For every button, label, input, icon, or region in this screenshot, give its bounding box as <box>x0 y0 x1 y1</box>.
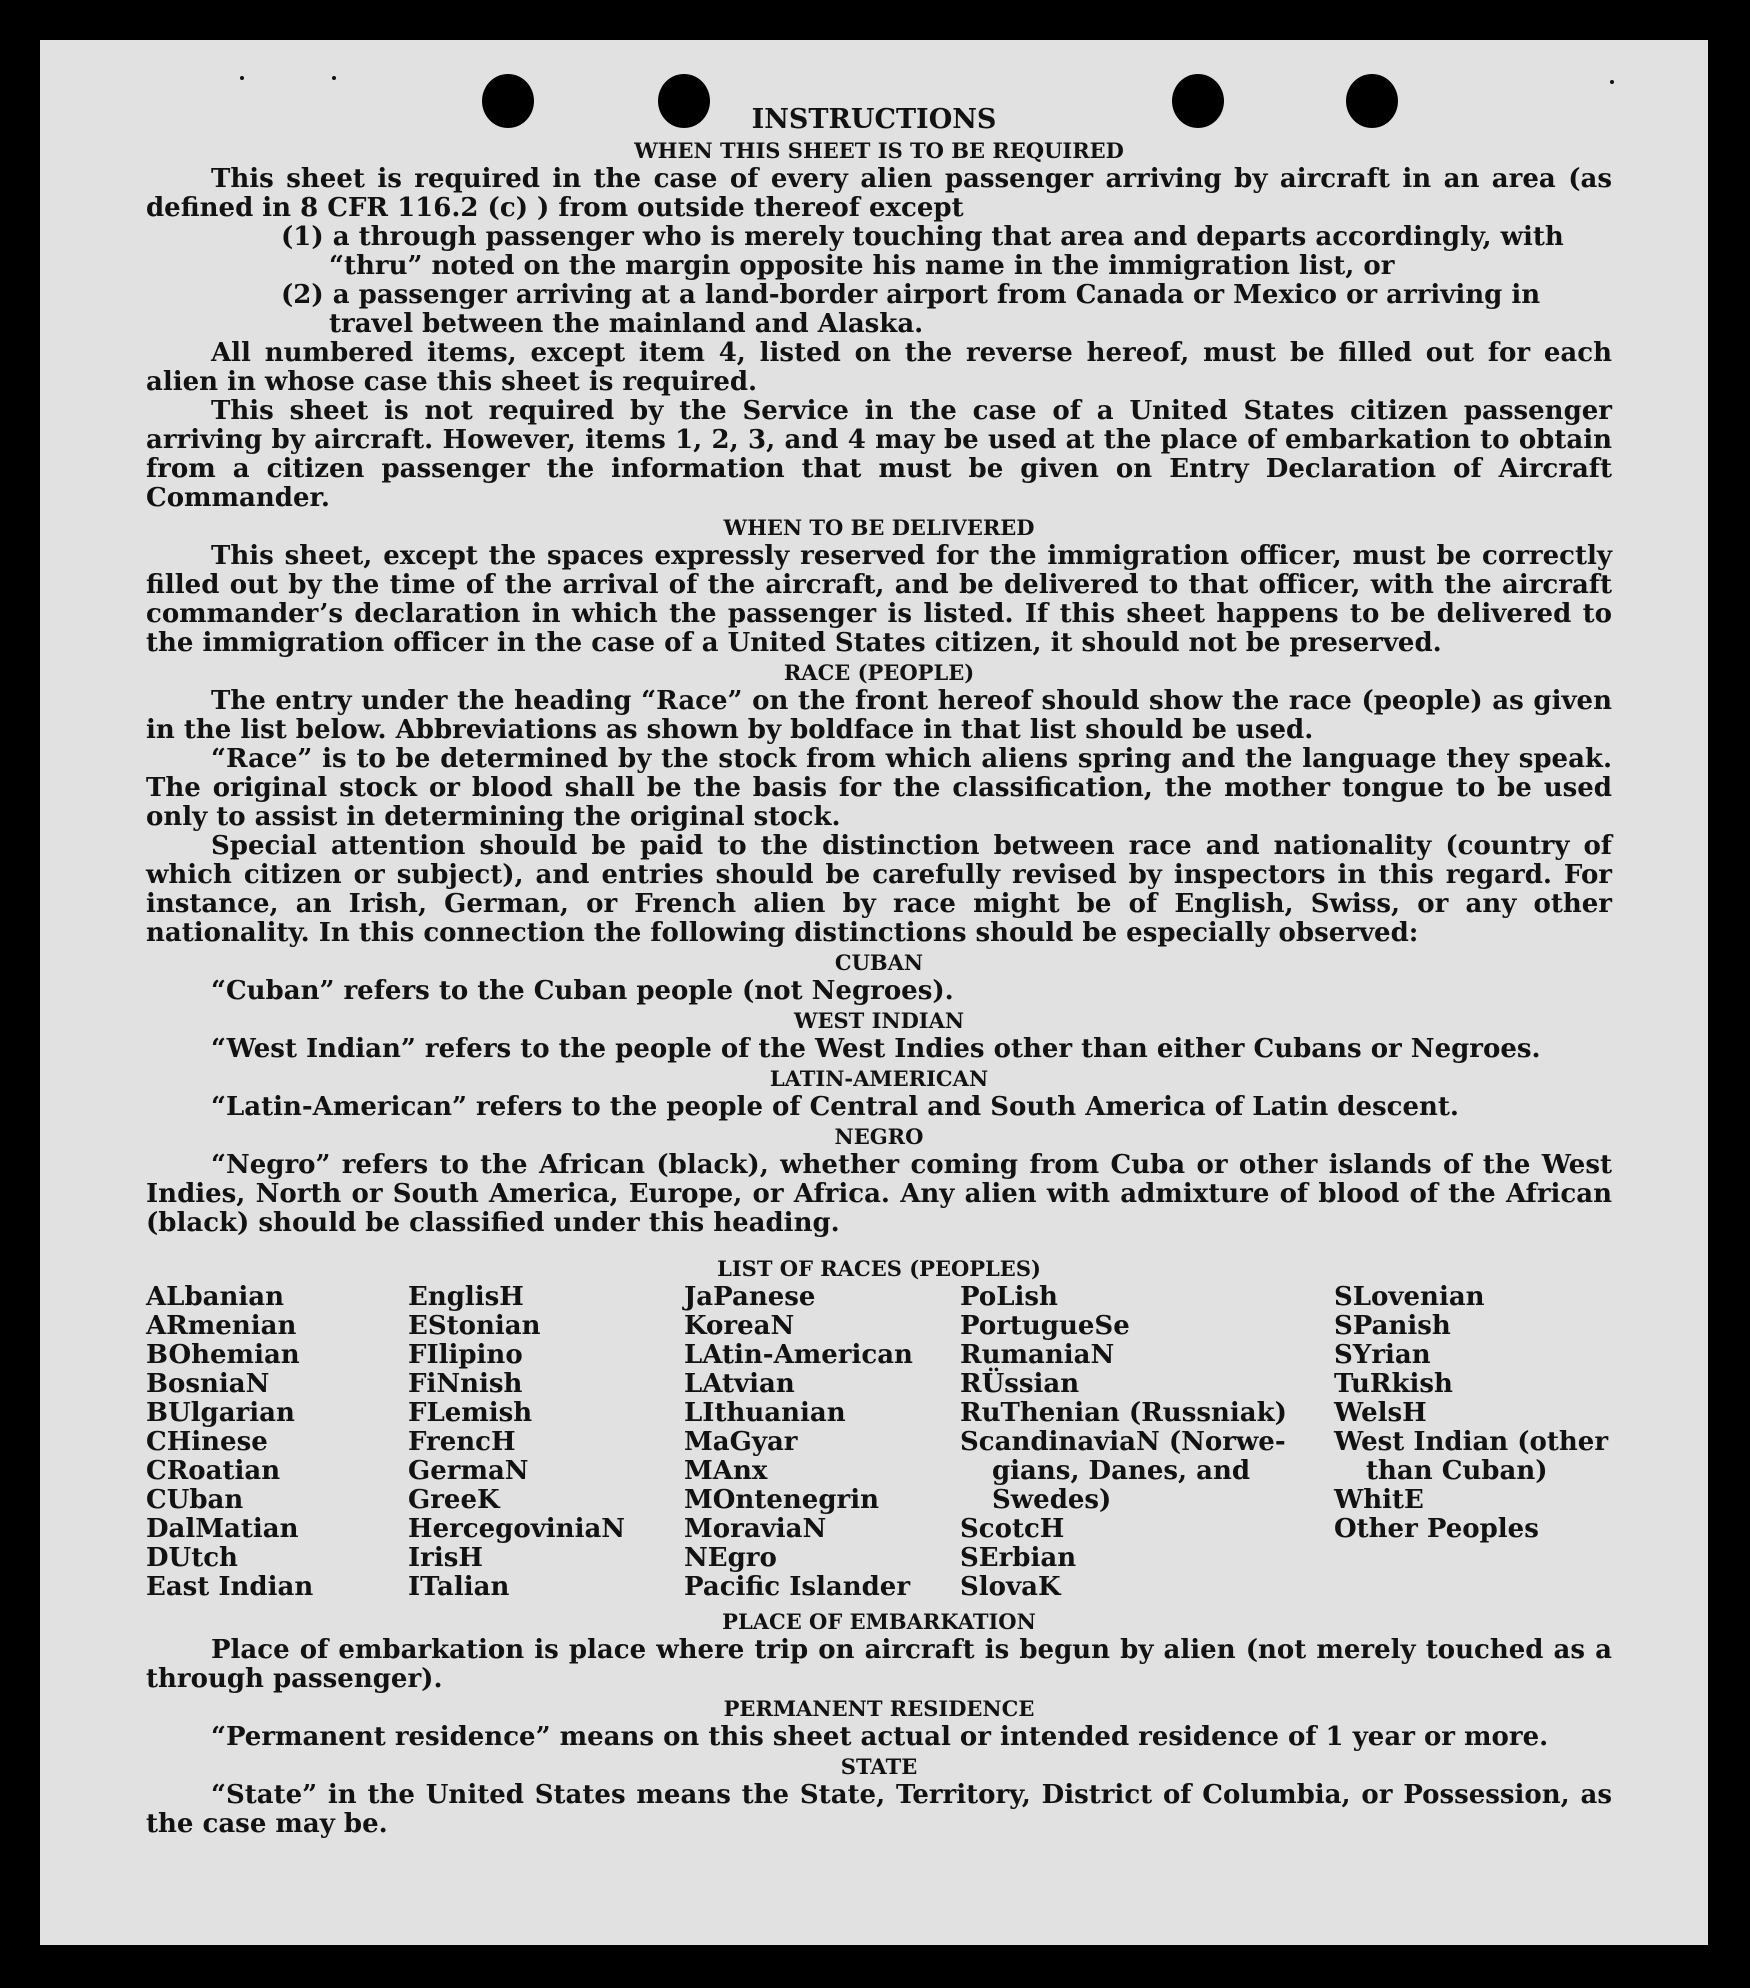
section-heading: LATIN-AMERICAN <box>769 1066 989 1091</box>
race-entry: PoLish <box>960 1282 1058 1312</box>
race-entry: FLemish <box>408 1398 533 1428</box>
race-entry: LIthuanian <box>684 1398 846 1428</box>
race-entry: MAnx <box>684 1456 768 1486</box>
race-entry: LAtvian <box>684 1369 795 1399</box>
section-heading: RACE (PEOPLE) <box>783 660 975 685</box>
paragraph: “Negro” refers to the African (black), whether coming from Cuba or other islands of the West Indies, North or South America, Europe, or Africa. Any alien with admixture of blood of the African (black) should be classified under this heading. <box>146 1150 1612 1238</box>
race-entry: WhitE <box>1334 1485 1424 1515</box>
race-entry: TuRkish <box>1334 1369 1453 1399</box>
race-entry: RuThenian (Russniak) <box>960 1398 1287 1428</box>
race-entry: EStonian <box>408 1311 541 1341</box>
race-entry: Pacific Islander <box>684 1572 911 1602</box>
race-entry: LAtin-American <box>684 1340 913 1370</box>
section-heading: PLACE OF EMBARKATION <box>722 1609 1036 1634</box>
race-entry: NEgro <box>684 1543 777 1573</box>
race-entry: MOntenegrin <box>684 1485 879 1515</box>
section-heading: STATE <box>840 1754 918 1779</box>
paragraph: “West Indian” refers to the people of the West Indies other than either Cubans or Negroes. <box>211 1034 1541 1064</box>
race-column <box>684 1283 913 1602</box>
race-entry: BUlgarian <box>146 1398 295 1428</box>
section-heading: PERMANENT RESIDENCE <box>723 1696 1035 1721</box>
race-entry: IrisH <box>408 1543 483 1573</box>
paragraph: The entry under the heading “Race” on the front hereof should show the race (people) as given in the list below. Abbreviations as shown by boldface in that list should be used. <box>146 686 1612 745</box>
race-column <box>408 1283 625 1602</box>
race-entry: ScotcH <box>960 1514 1065 1544</box>
paragraph: “Permanent residence” means on this sheet actual or intended residence of 1 year or more. <box>211 1722 1549 1752</box>
race-entry: RÜssian <box>960 1369 1080 1399</box>
race-entry: PortugueSe <box>960 1311 1130 1341</box>
race-entry: ARmenian <box>146 1311 297 1341</box>
race-entry: DalMatian <box>146 1514 299 1544</box>
race-entry: DUtch <box>146 1543 238 1573</box>
race-entry: JaPanese <box>684 1282 816 1312</box>
section-heading: WHEN TO BE DELIVERED <box>723 515 1035 540</box>
race-entry: SLovenian <box>1334 1282 1485 1312</box>
race-column <box>1334 1283 1608 1544</box>
race-entry: SErbian <box>960 1543 1077 1573</box>
race-entry: SYrian <box>1334 1340 1431 1370</box>
speck <box>1610 80 1614 84</box>
exception-item: (2) a passenger arriving at a land-border airport from Canada or Mexico or arriving in travel between the mainland and Alaska. <box>281 280 1541 339</box>
race-entry: SPanish <box>1334 1311 1451 1341</box>
paragraph: Special attention should be paid to the distinction between race and nationality (country of which citizen or subject), and entries should be carefully revised by inspectors in this regard. For instance, an Irish, German, or French alien by race might be of English, Swiss, or any other nationality. In this connection the following distinctions should be especially observed: <box>146 831 1612 948</box>
race-entry: FIlipino <box>408 1340 523 1370</box>
race-entry: Swedes) <box>992 1485 1112 1515</box>
race-entry: MoraviaN <box>684 1514 827 1544</box>
race-entry: ScandinaviaN (Norwe- <box>960 1427 1286 1457</box>
speck <box>332 76 336 80</box>
race-entry: BosniaN <box>146 1369 270 1399</box>
speck <box>240 76 244 80</box>
race-entry: HercegoviniaN <box>408 1514 626 1544</box>
race-entry: EnglisH <box>408 1282 524 1312</box>
section-heading: LIST OF RACES (PEOPLES) <box>717 1256 1041 1281</box>
race-entry: RumaniaN <box>960 1340 1115 1370</box>
race-list <box>146 1283 1612 1607</box>
race-entry: WelsH <box>1334 1398 1427 1428</box>
instructions-body <box>146 104 1612 1839</box>
paragraph: This sheet is required in the case of every alien passenger arriving by aircraft in an area (as defined in 8 CFR 116.2 (c) ) from outside thereof except <box>146 164 1612 223</box>
race-entry: KoreaN <box>684 1311 795 1341</box>
race-column <box>146 1283 313 1602</box>
race-entry: FrencH <box>408 1427 516 1457</box>
race-entry: Other Peoples <box>1334 1514 1539 1544</box>
page-title: INSTRUCTIONS <box>751 104 997 135</box>
race-entry: MaGyar <box>684 1427 798 1457</box>
race-entry: SlovaK <box>960 1572 1061 1602</box>
race-entry: than Cuban) <box>1366 1456 1548 1486</box>
paragraph: “Latin-American” refers to the people of Central and South America of Latin descent. <box>211 1092 1459 1122</box>
race-entry: CRoatian <box>146 1456 281 1486</box>
race-entry: GreeK <box>408 1485 500 1515</box>
section-heading: WEST INDIAN <box>793 1008 965 1033</box>
section-heading: WHEN THIS SHEET IS TO BE REQUIRED <box>634 138 1124 163</box>
race-entry: ITalian <box>408 1572 510 1602</box>
paragraph: “State” in the United States means the State, Territory, District of Columbia, or Possession, as the case may be. <box>146 1780 1612 1839</box>
race-entry: East Indian <box>146 1572 314 1602</box>
race-entry: CUban <box>146 1485 244 1515</box>
exception-item: (1) a through passenger who is merely touching that area and departs accordingly, with “thru” noted on the margin opposite his name in the immigration list, or <box>281 222 1564 281</box>
section-heading: CUBAN <box>834 950 924 975</box>
paragraph: “Cuban” refers to the Cuban people (not Negroes). <box>211 976 954 1006</box>
race-entry: gians, Danes, and <box>992 1456 1251 1486</box>
race-entry: FiNnish <box>408 1369 523 1399</box>
race-entry: BOhemian <box>146 1340 300 1370</box>
paragraph: “Race” is to be determined by the stock from which aliens spring and the language they speak. The original stock or blood shall be the basis for the classification, the mother tongue to be used only to assist in determining the original stock. <box>146 744 1612 832</box>
race-entry: ALbanian <box>146 1282 285 1312</box>
paragraph: This sheet, except the spaces expressly reserved for the immigration officer, must be correctly filled out by the time of the arrival of the aircraft, and be delivered to that officer, with the aircraft commander’s declaration in which the passenger is listed. If this sheet happens to be delivered to the immigration officer in the case of a United States citizen, it should not be preserved. <box>146 541 1612 658</box>
section-heading: NEGRO <box>834 1124 924 1149</box>
race-entry: West Indian (other <box>1334 1427 1609 1457</box>
paragraph: All numbered items, except item 4, listed on the reverse hereof, must be filled out for each alien in whose case this sheet is required. <box>146 338 1612 397</box>
race-entry: GermaN <box>408 1456 529 1486</box>
race-entry: CHinese <box>146 1427 268 1457</box>
race-column <box>960 1283 1287 1602</box>
instruction-sheet <box>40 40 1708 1945</box>
paragraph: Place of embarkation is place where trip on aircraft is begun by alien (not merely touched as a through passenger). <box>146 1635 1612 1694</box>
paragraph: This sheet is not required by the Service in the case of a United States citizen passenger arriving by aircraft. However, items 1, 2, 3, and 4 may be used at the place of embarkation to obtain from a citizen passenger the information that must be given on Entry Declaration of Aircraft Commander. <box>146 396 1612 513</box>
